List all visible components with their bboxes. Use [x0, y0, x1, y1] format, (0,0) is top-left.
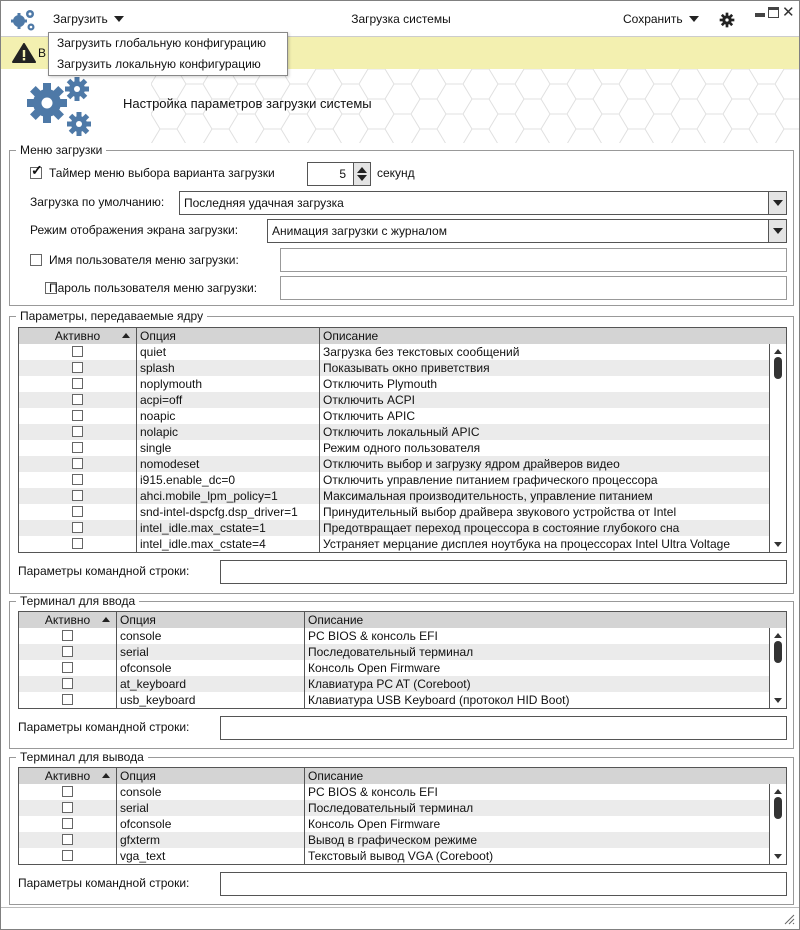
scroll-up-icon[interactable] — [774, 633, 782, 638]
table-row[interactable] — [19, 816, 786, 832]
column-header-label: Опция — [120, 613, 156, 627]
column-header-label: Активно — [44, 769, 91, 783]
username-checkbox[interactable] — [30, 254, 42, 266]
table-body — [19, 628, 786, 708]
active-checkbox[interactable] — [72, 426, 83, 437]
scroll-up-icon[interactable] — [774, 349, 782, 354]
active-checkbox[interactable] — [62, 646, 73, 657]
column-header[interactable] — [19, 328, 137, 344]
active-cell — [19, 676, 117, 692]
password-input[interactable] — [280, 276, 787, 300]
menu-item-load-global[interactable]: Загрузить глобальную конфигурацию — [57, 36, 266, 50]
column-header[interactable] — [19, 768, 117, 784]
option-cell: snd-intel-dspcfg.dsp_driver=1 — [137, 504, 320, 520]
active-checkbox[interactable] — [72, 346, 83, 357]
active-cell — [19, 520, 137, 536]
group-legend: Меню загрузки — [16, 143, 106, 157]
load-menu-dropdown — [48, 32, 288, 76]
description-cell: Принудительный выбор драйвера звукового устройства от Intel — [323, 505, 677, 519]
option-cell: usb_keyboard — [117, 692, 305, 708]
active-cell — [19, 440, 137, 456]
option-cell: serial — [117, 800, 305, 816]
active-checkbox[interactable] — [72, 362, 83, 373]
column-header-label: Описание — [323, 329, 379, 343]
table-row[interactable] — [19, 784, 786, 800]
table-body — [19, 344, 786, 552]
active-checkbox[interactable] — [72, 410, 83, 421]
active-cell — [19, 536, 137, 552]
option-cell: single — [137, 440, 320, 456]
description-cell: Отключить управление питанием графического процессора — [323, 473, 658, 487]
timer-label: Таймер меню выбора варианта загрузки — [49, 166, 275, 180]
load-menu-button[interactable] — [53, 12, 124, 26]
checkmark-icon: ✓ — [31, 162, 43, 178]
active-checkbox[interactable] — [62, 818, 73, 829]
column-header[interactable] — [305, 768, 786, 784]
option-cell: splash — [137, 360, 320, 376]
description-cell: Предотвращает переход процессора в состояние глубокого сна — [323, 521, 680, 535]
hero-title: Настройка параметров загрузки системы — [123, 96, 372, 111]
output-terminal-cmdline-input[interactable] — [220, 872, 787, 896]
timer-value: 5 — [339, 167, 346, 181]
active-cell — [19, 456, 137, 472]
active-cell — [19, 832, 117, 848]
table-header — [19, 328, 786, 344]
scroll-thumb[interactable] — [774, 797, 782, 819]
active-cell — [19, 376, 137, 392]
active-checkbox[interactable] — [62, 850, 73, 861]
option-cell: quiet — [137, 344, 320, 360]
active-checkbox[interactable] — [62, 630, 73, 641]
column-header-label: Опция — [120, 769, 156, 783]
option-cell: ofconsole — [117, 816, 305, 832]
password-label: Пароль пользователя меню загрузки: — [49, 281, 258, 295]
active-cell — [19, 360, 137, 376]
table-row[interactable] — [19, 848, 786, 864]
active-cell — [19, 816, 117, 832]
output-terminal-table — [18, 767, 787, 865]
display-mode-value: Анимация загрузки с журналом — [272, 224, 447, 238]
active-checkbox[interactable] — [62, 662, 73, 673]
column-header-label: Описание — [308, 613, 364, 627]
group-legend: Параметры, передаваемые ядру — [16, 309, 207, 323]
option-cell: gfxterm — [117, 832, 305, 848]
option-cell: acpi=off — [137, 392, 320, 408]
warning-icon — [12, 43, 36, 63]
option-cell: at_keyboard — [117, 676, 305, 692]
description-cell: Клавиатура PC AT (Coreboot) — [308, 677, 471, 691]
default-boot-value: Последняя удачная загрузка — [184, 196, 344, 210]
maximize-icon[interactable] — [768, 7, 779, 18]
table-row[interactable] — [19, 628, 786, 644]
table-header — [19, 612, 786, 628]
description-cell: Отключить ACPI — [323, 393, 415, 407]
default-boot-label: Загрузка по умолчанию: — [30, 195, 165, 209]
option-cell: nomodeset — [137, 456, 320, 472]
active-cell — [19, 660, 117, 676]
active-checkbox[interactable] — [62, 694, 73, 705]
username-label: Имя пользователя меню загрузки: — [49, 253, 239, 267]
table-row[interactable] — [19, 472, 786, 488]
timer-spinbox[interactable] — [307, 162, 371, 186]
description-cell: PC BIOS & консоль EFI — [308, 629, 438, 643]
scroll-up-icon[interactable] — [774, 789, 782, 794]
table-row[interactable] — [19, 520, 786, 536]
table-row[interactable] — [19, 440, 786, 456]
table-row[interactable] — [19, 536, 786, 552]
scroll-down-icon[interactable] — [774, 698, 782, 703]
scroll-thumb[interactable] — [774, 641, 782, 663]
username-input[interactable] — [280, 248, 787, 272]
group-legend: Терминал для вывода — [16, 750, 148, 764]
active-checkbox[interactable] — [72, 522, 83, 533]
option-cell: nolapic — [137, 424, 320, 440]
kernel-cmdline-input[interactable] — [220, 560, 787, 584]
active-checkbox[interactable] — [72, 490, 83, 501]
description-cell: Клавиатура USB Keyboard (протокол HID Boot) — [308, 693, 570, 707]
active-checkbox[interactable] — [72, 458, 83, 469]
option-cell: console — [117, 628, 305, 644]
active-cell — [19, 392, 137, 408]
active-cell — [19, 504, 137, 520]
sort-asc-icon[interactable] — [102, 617, 110, 622]
description-cell: Последовательный терминал — [308, 645, 474, 659]
scroll-down-icon[interactable] — [774, 854, 782, 859]
warning-text: В — [38, 46, 47, 60]
description-cell: Устраняет мерцание дисплея ноутбука на процессорах Intel Ultra Voltage — [323, 537, 730, 551]
active-cell — [19, 424, 137, 440]
active-cell — [19, 408, 137, 424]
active-checkbox[interactable] — [72, 442, 83, 453]
active-cell — [19, 628, 117, 644]
active-cell — [19, 472, 137, 488]
active-cell — [19, 800, 117, 816]
column-header[interactable] — [320, 328, 786, 344]
menu-item-load-local[interactable]: Загрузить локальную конфигурацию — [57, 57, 261, 71]
kernel-params-table — [18, 327, 787, 553]
table-body — [19, 784, 786, 864]
gear-icon[interactable] — [719, 12, 735, 28]
description-cell: Отключить выбор и загрузку ядром драйверов видео — [323, 457, 620, 471]
column-header[interactable] — [117, 768, 305, 784]
timer-unit: секунд — [377, 166, 415, 180]
description-cell: Текстовый вывод VGA (Coreboot) — [308, 849, 494, 863]
cmdline-label: Параметры командной строки: — [18, 564, 190, 578]
option-cell: intel_idle.max_cstate=4 — [137, 536, 320, 552]
table-row[interactable] — [19, 360, 786, 376]
active-cell — [19, 692, 117, 708]
option-cell: noplymouth — [137, 376, 320, 392]
spin-arrows-icon[interactable] — [353, 163, 370, 185]
active-checkbox[interactable] — [72, 538, 83, 549]
option-cell: ofconsole — [117, 660, 305, 676]
vertical-scrollbar[interactable] — [769, 784, 786, 864]
active-checkbox[interactable] — [62, 678, 73, 689]
table-row[interactable] — [19, 488, 786, 504]
table-row[interactable] — [19, 800, 786, 816]
description-cell: Отключить APIC — [323, 409, 415, 423]
table-row[interactable] — [19, 660, 786, 676]
table-row[interactable] — [19, 692, 786, 708]
column-header[interactable] — [305, 612, 786, 628]
scroll-thumb[interactable] — [774, 357, 782, 379]
active-cell — [19, 784, 117, 800]
input-terminal-cmdline-input[interactable] — [220, 716, 787, 740]
description-cell: Консоль Open Firmware — [308, 661, 441, 675]
active-cell — [19, 848, 117, 864]
input-terminal-table — [18, 611, 787, 709]
option-cell: console — [117, 784, 305, 800]
default-boot-select[interactable] — [179, 191, 787, 215]
active-checkbox[interactable] — [72, 506, 83, 517]
active-cell — [19, 344, 137, 360]
table-row[interactable] — [19, 344, 786, 360]
column-header[interactable] — [19, 612, 117, 628]
option-cell: noapic — [137, 408, 320, 424]
description-cell: Отключить Plymouth — [323, 377, 438, 391]
vertical-scrollbar[interactable] — [769, 344, 786, 552]
description-cell: Режим одного пользователя — [323, 441, 481, 455]
display-mode-label: Режим отображения экрана загрузки: — [30, 223, 239, 237]
sort-asc-icon[interactable] — [102, 773, 110, 778]
table-row[interactable] — [19, 676, 786, 692]
chevron-down-icon[interactable] — [768, 192, 786, 214]
active-checkbox[interactable] — [72, 474, 83, 485]
table-row[interactable] — [19, 644, 786, 660]
column-header[interactable] — [137, 328, 320, 344]
table-header — [19, 768, 786, 784]
chevron-down-icon[interactable] — [768, 220, 786, 242]
table-row[interactable] — [19, 456, 786, 472]
option-cell: i915.enable_dc=0 — [137, 472, 320, 488]
option-cell: serial — [117, 644, 305, 660]
description-cell: PC BIOS & консоль EFI — [308, 785, 438, 799]
save-menu-label: Сохранить — [623, 12, 683, 26]
description-cell: Последовательный терминал — [308, 801, 474, 815]
column-header-label: Активно — [44, 613, 91, 627]
description-cell: Показывать окно приветствия — [323, 361, 490, 375]
save-menu-button[interactable] — [623, 12, 699, 26]
column-header-label: Опция — [140, 329, 176, 343]
table-row[interactable] — [19, 504, 786, 520]
chevron-down-icon — [689, 16, 699, 22]
table-row[interactable] — [19, 408, 786, 424]
column-header[interactable] — [117, 612, 305, 628]
cmdline-label: Параметры командной строки: — [18, 876, 190, 890]
description-cell: Загрузка без текстовых сообщений — [323, 345, 520, 359]
active-checkbox[interactable] — [72, 378, 83, 389]
active-checkbox[interactable] — [62, 834, 73, 845]
table-row[interactable] — [19, 376, 786, 392]
description-cell: Вывод в графическом режиме — [308, 833, 478, 847]
group-legend: Терминал для ввода — [16, 594, 139, 608]
scroll-down-icon[interactable] — [774, 542, 782, 547]
sort-asc-icon[interactable] — [122, 333, 130, 338]
description-cell: Максимальная производительность, управление питанием — [323, 489, 653, 503]
load-menu-label: Загрузить — [53, 12, 108, 26]
column-header-label: Описание — [308, 769, 364, 783]
gears-icon — [27, 75, 97, 141]
vertical-scrollbar[interactable] — [769, 628, 786, 708]
minimize-icon[interactable] — [755, 13, 765, 17]
timer-checkbox[interactable] — [30, 162, 43, 179]
window-title: Загрузка системы — [351, 12, 451, 26]
display-mode-select[interactable] — [267, 219, 787, 243]
cmdline-label: Параметры командной строки: — [18, 720, 190, 734]
active-checkbox[interactable] — [72, 394, 83, 405]
column-header-label: Активно — [54, 329, 101, 343]
active-checkbox[interactable] — [62, 786, 73, 797]
status-bar-divider — [1, 907, 799, 908]
gears-icon — [11, 8, 37, 32]
option-cell: vga_text — [117, 848, 305, 864]
description-cell: Отключить локальный APIC — [323, 425, 480, 439]
active-checkbox[interactable] — [62, 802, 73, 813]
header-hero — [1, 69, 799, 143]
active-cell — [19, 644, 117, 660]
description-cell: Консоль Open Firmware — [308, 817, 441, 831]
chevron-down-icon — [114, 16, 124, 22]
active-cell — [19, 488, 137, 504]
table-row[interactable] — [19, 832, 786, 848]
resize-grip-icon[interactable] — [783, 913, 795, 925]
option-cell: ahci.mobile_lpm_policy=1 — [137, 488, 320, 504]
option-cell: intel_idle.max_cstate=1 — [137, 520, 320, 536]
close-icon[interactable]: ✕ — [782, 4, 795, 21]
table-row[interactable] — [19, 424, 786, 440]
table-row[interactable] — [19, 392, 786, 408]
